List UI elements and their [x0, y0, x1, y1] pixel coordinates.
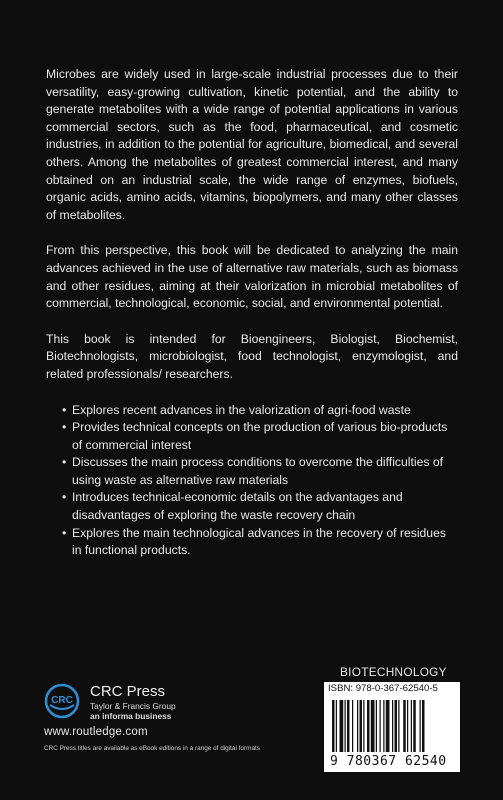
logo-lettering: CRC: [51, 695, 73, 706]
barcode-digits: 9 780367 62540: [330, 754, 447, 769]
feature-item: • Explores the main technological advances in the recovery of residues in functional products.: [62, 525, 458, 560]
publisher-group: Taylor & Francis Group: [90, 701, 176, 711]
subject-label: BIOTECHNOLOGY: [340, 665, 447, 679]
isbn-barcode-box: [324, 682, 460, 772]
feature-item: • Explores recent advances in the valorization of agri-food waste: [62, 402, 458, 420]
publisher-block: [90, 683, 176, 721]
isbn-number: ISBN: 978-0-367-62540-5: [328, 683, 438, 694]
feature-item: • Introduces technical-economic details on the advantages and disadvantages of exploring the waste recovery chain: [62, 489, 458, 524]
description-paragraph-1: Microbes are widely used in large-scale industrial processes due to their versatility, easy-growing cultivation, kinetic potential, and the ability to generate metabolites with a wide range of potential applications in various commercial sectors, such as the food, pharmaceutical, and cosmetic industries, in addition to the potential for agriculture, biomedical, and several others. Among the metabolites of greatest commercial interest, and many obtained on an industrial scale, the wide range of enzymes, biofuels, organic acids, amino acids, vitamins, biopolymers, and many other classes of metabolites.: [46, 67, 458, 222]
ebook-note: CRC Press titles are available as eBook editions in a range of digital formats: [44, 745, 260, 752]
publisher-name: CRC Press: [90, 683, 166, 700]
feature-list: [46, 402, 458, 560]
feature-item: • Provides technical concepts on the production of various bio-products of commercial interest: [62, 419, 458, 454]
description-paragraph-2: From this perspective, this book will be dedicated to analyzing the main advances achieved in the use of alternative raw materials, such as biomass and other residues, aiming at their valorization in microbial metabolites of commercial, technological, economic, social, and environmental potential.: [46, 243, 458, 311]
barcode-icon: [332, 700, 452, 752]
audience-paragraph: This book is intended for Bioengineers, Biologist, Biochemist, Biotechnologists, microbiologist, food technologist, enzymologist, and related professionals/ researchers.: [46, 331, 458, 381]
back-cover-text: [46, 66, 458, 560]
feature-item: • Discusses the main process conditions to overcome the difficulties of using waste as alternative raw materials: [62, 454, 458, 489]
website-link[interactable]: www.routledge.com: [44, 726, 148, 738]
crc-press-logo-icon: [44, 683, 80, 719]
publisher-business: an informa business: [90, 711, 172, 721]
